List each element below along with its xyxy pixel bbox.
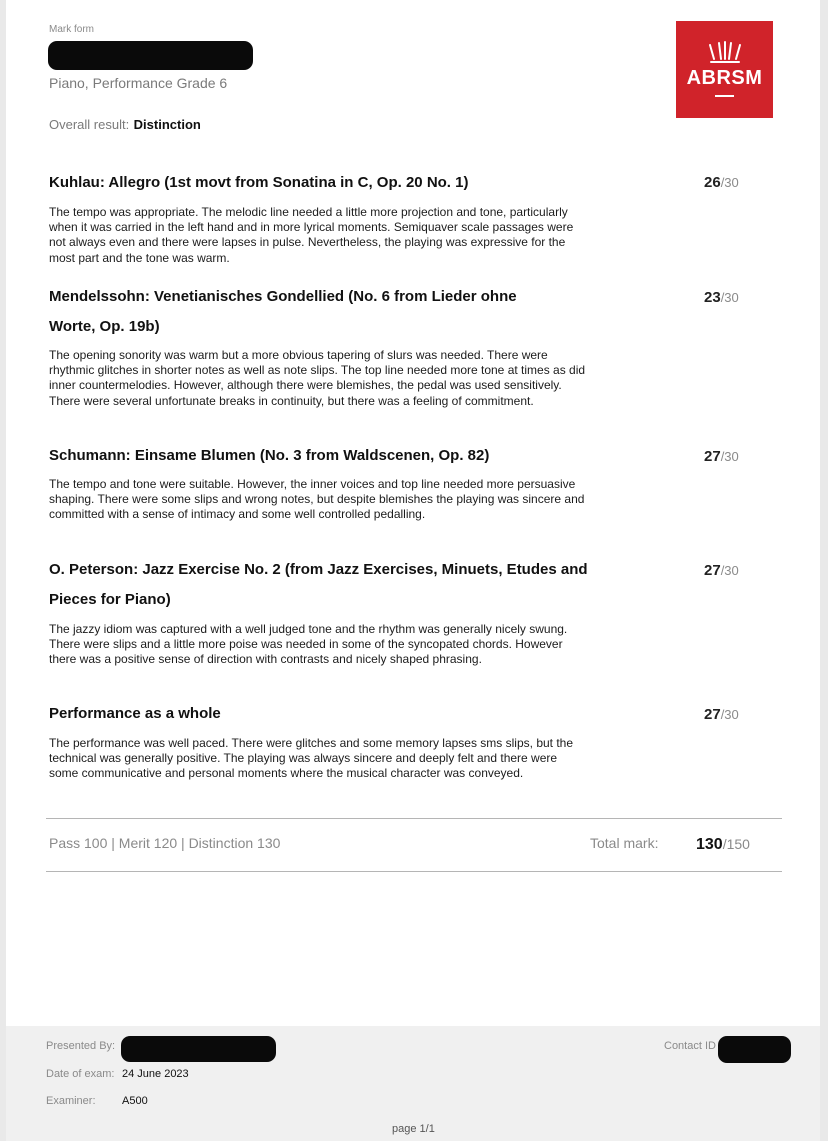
page-number: page 1/1 bbox=[392, 1123, 435, 1135]
logo-text: ABRSM bbox=[686, 67, 763, 89]
performance-whole-max: /30 bbox=[720, 707, 739, 722]
performance-whole-mark bbox=[704, 706, 739, 723]
divider-top bbox=[46, 818, 782, 819]
piece-3-mark bbox=[704, 448, 739, 465]
contact-id-label: Contact ID bbox=[664, 1040, 716, 1052]
piece-2-mark bbox=[704, 289, 739, 306]
piece-2-comment: The opening sonority was warm but a more obvious tapering of slurs was needed. There were rhythmic glitches in shorter notes as well as note slips. The top line needed more tone at times as did inner countermelodies. However, although there were blemishes, the pedal was used sensitively. There were several unfortunate breaks in continuity, but there was a feeling of commitment. bbox=[49, 348, 586, 408]
doc-type-label: Mark form bbox=[49, 24, 94, 35]
piece-4-title: O. Peterson: Jazz Exercise No. 2 (from Jazz Exercises, Minuets, Etudes and Pieces for Piano) bbox=[49, 561, 588, 608]
examiner-value: A500 bbox=[122, 1095, 148, 1107]
grade-thresholds: Pass 100 | Merit 120 | Distinction 130 bbox=[49, 835, 281, 851]
piece-2-max: /30 bbox=[720, 290, 739, 305]
piece-1-mark bbox=[704, 174, 739, 191]
piece-3-comment: The tempo and tone were suitable. However, the inner voices and top line needed more persuasive shaping. There were some slips and wrong notes, but despite blemishes the playing was sincere and committed with a sense of intimacy and some well controlled pedalling. bbox=[49, 477, 585, 522]
piece-1-title: Kuhlau: Allegro (1st movt from Sonatina in C, Op. 20 No. 1) bbox=[49, 174, 469, 191]
total-mark-score: 130 bbox=[696, 836, 723, 853]
exam-date-label: Date of exam: bbox=[46, 1068, 115, 1080]
piece-3-title: Schumann: Einsame Blumen (No. 3 from Waldscenen, Op. 82) bbox=[49, 447, 490, 464]
total-mark-max: /150 bbox=[722, 836, 750, 852]
overall-result-label: Overall result: bbox=[49, 117, 130, 132]
exam-date-value: 24 June 2023 bbox=[122, 1068, 189, 1080]
performance-whole-title: Performance as a whole bbox=[49, 705, 221, 722]
piece-4-comment: The jazzy idiom was captured with a well judged tone and the rhythm was generally nicely swung. There were slips and a little more poise was needed in some of the syncopated chords. However there was a positive sense of direction with contrasts and nicely shaped phrasing. bbox=[49, 622, 568, 667]
logo-underline bbox=[715, 95, 734, 97]
piece-1-score: 26 bbox=[704, 174, 721, 191]
piece-4-max: /30 bbox=[720, 563, 739, 578]
piece-1-comment: The tempo was appropriate. The melodic line needed a little more projection and tone, particularly when it was carried in the left hand and in more lyrical moments. Semiquaver scale passages were not always even and there were lapses in pulse. Nevertheless, the playing was expressive for the most part and the tone was warm. bbox=[49, 205, 574, 265]
total-mark bbox=[696, 836, 750, 854]
presenter-redaction bbox=[121, 1036, 276, 1062]
piece-3-max: /30 bbox=[720, 449, 739, 464]
total-mark-label: Total mark: bbox=[590, 835, 659, 851]
performance-whole-score: 27 bbox=[704, 706, 721, 723]
crown-icon bbox=[706, 41, 744, 65]
overall-result-value: Distinction bbox=[133, 117, 201, 132]
overall-result bbox=[49, 116, 201, 134]
piece-4-score: 27 bbox=[704, 562, 721, 579]
candidate-name-redaction bbox=[48, 41, 253, 70]
abrsm-logo bbox=[676, 21, 773, 118]
piece-4-mark bbox=[704, 562, 739, 579]
piece-3-score: 27 bbox=[704, 448, 721, 465]
examiner-label: Examiner: bbox=[46, 1095, 96, 1107]
exam-subject: Piano, Performance Grade 6 bbox=[49, 75, 228, 91]
piece-2-title: Mendelssohn: Venetianisches Gondellied (No. 6 from Lieder ohne Worte, Op. 19b) bbox=[49, 288, 517, 335]
performance-whole-comment: The performance was well paced. There were glitches and some memory lapses sms slips, but the technical was generally positive. The playing was always sincere and deeply felt and there were some communicative and personal moments where the musical character was conveyed. bbox=[49, 736, 574, 781]
divider-bottom bbox=[46, 871, 782, 872]
piece-2-score: 23 bbox=[704, 289, 721, 306]
presented-by-label: Presented By: bbox=[46, 1040, 116, 1052]
piece-1-max: /30 bbox=[720, 175, 739, 190]
contact-id-redaction bbox=[718, 1036, 791, 1063]
